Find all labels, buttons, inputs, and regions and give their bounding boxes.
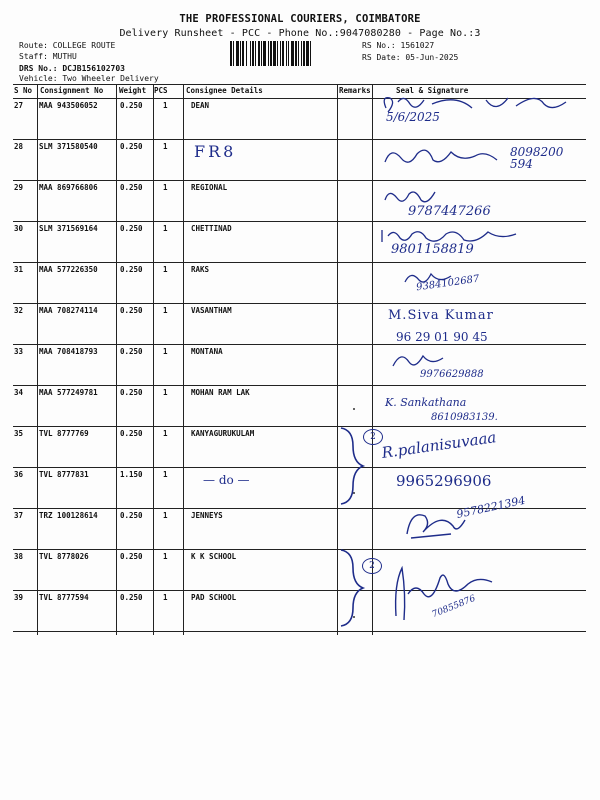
signature-phone: 9976629888 — [420, 369, 484, 380]
cell-consignment-no: TRZ 100128614 — [39, 511, 98, 520]
col-header-sno: S No — [14, 86, 33, 95]
row-divider — [13, 467, 586, 468]
cell-consignee: K K SCHOOL — [191, 552, 237, 561]
row-divider — [13, 180, 586, 181]
cell-sno: 34 — [14, 388, 24, 397]
remark-mark — [353, 408, 355, 410]
cell-weight: 0.250 — [120, 347, 143, 356]
route-label: Route: COLLEGE ROUTE — [19, 41, 116, 50]
col-header-consignee: Consignee Details — [186, 86, 263, 95]
rs-number: RS No.: 1561027 — [362, 41, 435, 50]
cell-pcs: 1 — [163, 101, 168, 110]
signature-phone: 9578221394 — [455, 493, 527, 521]
cell-consignment-no: MAA 943506052 — [39, 101, 98, 110]
handwritten-consignee: FR8 — [194, 142, 237, 161]
cell-weight: 0.250 — [120, 183, 143, 192]
cell-sno: 33 — [14, 347, 24, 356]
cell-consignment-no: MAA 577249781 — [39, 388, 98, 397]
cell-sno: 31 — [14, 265, 24, 274]
cell-weight: 0.250 — [120, 142, 143, 151]
cell-consignment-no: TVL 8777594 — [39, 593, 89, 602]
cell-sno: 38 — [14, 552, 24, 561]
cell-consignee: CHETTINAD — [191, 224, 232, 233]
cell-pcs: 1 — [163, 224, 168, 233]
cell-weight: 0.250 — [120, 552, 143, 561]
col-header-pcs: PCS — [154, 86, 168, 95]
cell-consignee: KANYAGURUKULAM — [191, 429, 255, 438]
cell-consignee: MONTANA — [191, 347, 223, 356]
cell-sno: 37 — [14, 511, 24, 520]
cell-weight: 0.250 — [120, 101, 143, 110]
cell-weight: 0.250 — [120, 511, 143, 520]
signature-phone: 9384102687 — [415, 273, 481, 294]
signature-phone: 9787447266 — [408, 204, 491, 219]
signature-name: K. Sankathana — [385, 396, 467, 409]
cell-pcs: 1 — [163, 552, 168, 561]
cell-consignment-no: TVL 8778026 — [39, 552, 89, 561]
cell-pcs: 1 — [163, 388, 168, 397]
cell-sno: 28 — [14, 142, 24, 151]
cell-pcs: 1 — [163, 347, 168, 356]
cell-pcs: 1 — [163, 183, 168, 192]
cell-pcs: 1 — [163, 265, 168, 274]
cell-pcs: 1 — [163, 429, 168, 438]
cell-consignee: RAKS — [191, 265, 210, 274]
row-divider — [13, 303, 586, 304]
cell-pcs: 1 — [163, 470, 168, 479]
cell-consignee: PAD SCHOOL — [191, 593, 237, 602]
cell-pcs: 1 — [163, 306, 168, 315]
cell-consignee: VASANTHAM — [191, 306, 232, 315]
circled-number: 2 — [363, 429, 383, 445]
cell-weight: 0.250 — [120, 224, 143, 233]
row-divider — [13, 385, 586, 386]
cell-consignment-no: TVL 8777831 — [39, 470, 89, 479]
staff-label: Staff: MUTHU — [19, 52, 77, 61]
cell-sno: 27 — [14, 101, 24, 110]
signature-name: R.palanisuvaaa — [380, 428, 498, 462]
signature-phone: 96 29 01 90 45 — [396, 330, 488, 344]
cell-consignment-no: MAA 708418793 — [39, 347, 98, 356]
cell-sno: 39 — [14, 593, 24, 602]
cell-consignee: MOHAN RAM LAK — [191, 388, 250, 397]
col-header-remarks: Remarks — [339, 86, 371, 95]
handwritten-consignee: — do — — [203, 473, 250, 487]
signature-phone: 9801158819 — [391, 242, 474, 257]
cell-pcs: 1 — [163, 142, 168, 151]
row-divider — [13, 590, 586, 591]
col-header-consignment: Consignment No — [40, 86, 104, 95]
cell-sno: 35 — [14, 429, 24, 438]
signature-phone: 9965296906 — [396, 472, 492, 490]
cell-sno: 30 — [14, 224, 24, 233]
cell-consignment-no: SLM 371580540 — [39, 142, 98, 151]
signature-phone: 8610983139. — [431, 412, 498, 423]
cell-sno: 32 — [14, 306, 24, 315]
cell-consignee: JENNEYS — [191, 511, 223, 520]
row-divider — [13, 262, 586, 263]
drs-number: DRS No.: DCJB156102703 — [19, 64, 125, 73]
document-title: THE PROFESSIONAL COURIERS, COIMBATORE — [179, 13, 421, 25]
cell-weight: 0.250 — [120, 388, 143, 397]
signature-date: 5/6/2025 — [386, 110, 440, 124]
cell-consignee: DEAN — [191, 101, 210, 110]
cell-weight: 1.150 — [120, 470, 143, 479]
vehicle-label: Vehicle: Two Wheeler Delivery — [19, 74, 159, 83]
row-divider — [13, 344, 586, 345]
barcode — [230, 41, 350, 66]
cell-consignee: REGIONAL — [191, 183, 228, 192]
cell-consignment-no: SLM 371569164 — [39, 224, 98, 233]
cell-consignment-no: TVL 8777769 — [39, 429, 89, 438]
signature-initials: 70855876 — [430, 593, 478, 621]
cell-consignment-no: MAA 869766806 — [39, 183, 98, 192]
cell-weight: 0.250 — [120, 265, 143, 274]
cell-sno: 36 — [14, 470, 24, 479]
cell-weight: 0.250 — [120, 306, 143, 315]
row-divider — [13, 631, 586, 632]
row-divider — [13, 549, 586, 550]
col-header-weight: Weight — [119, 86, 147, 95]
cell-weight: 0.250 — [120, 429, 143, 438]
signature-name: M.Siva Kumar — [388, 308, 494, 323]
row-divider — [13, 426, 586, 427]
rs-date: RS Date: 05-Jun-2025 — [362, 53, 459, 62]
circled-number: 2 — [362, 558, 382, 574]
document-subtitle: Delivery Runsheet - PCC - Phone No.:9047080280 - Page No.:3 — [119, 28, 481, 39]
cell-pcs: 1 — [163, 511, 168, 520]
cell-sno: 29 — [14, 183, 24, 192]
signature-scrawl — [381, 142, 501, 172]
col-header-signature: Seal & Signature — [396, 86, 469, 95]
cell-consignment-no: MAA 577226350 — [39, 265, 98, 274]
cell-consignment-no: MAA 708274114 — [39, 306, 98, 315]
cell-weight: 0.250 — [120, 593, 143, 602]
signature-phone: 8098200594 — [510, 145, 564, 171]
cell-pcs: 1 — [163, 593, 168, 602]
row-divider — [13, 221, 586, 222]
